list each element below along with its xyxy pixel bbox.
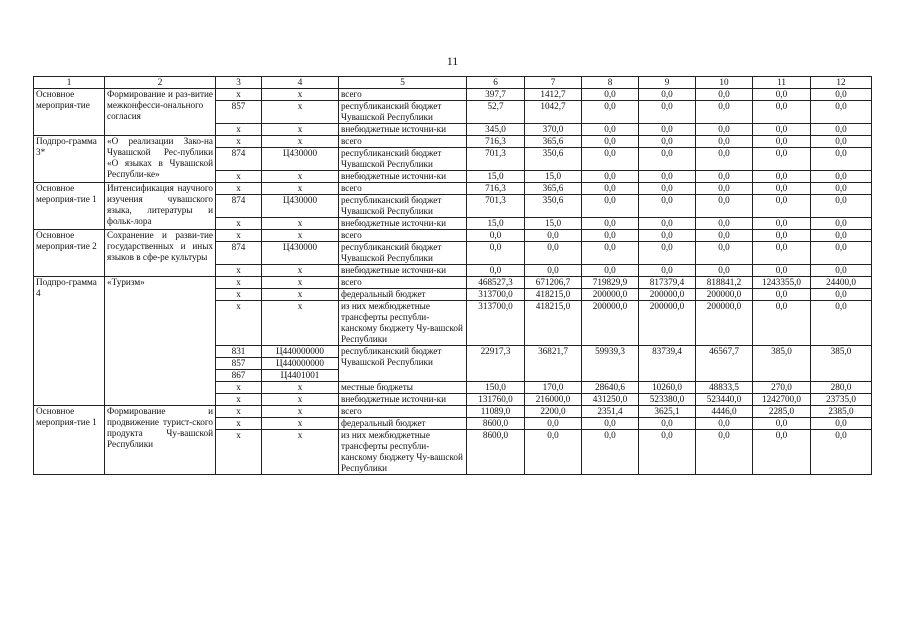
amount-cell: 0,0 bbox=[696, 418, 753, 430]
program-description: Интенсификация научного изучения чувашского языка, литературы и фольк-лора bbox=[105, 183, 216, 230]
ministry-code: 874 bbox=[216, 242, 262, 265]
target-code: Ц430000 bbox=[262, 195, 339, 218]
amount-cell: 0,0 bbox=[696, 101, 753, 124]
amount-cell: 0,0 bbox=[525, 230, 582, 242]
amount-cell: 0,0 bbox=[582, 89, 639, 101]
amount-cell: 0,0 bbox=[639, 124, 696, 136]
amount-cell: 0,0 bbox=[753, 148, 811, 171]
column-header: 6 bbox=[467, 77, 525, 89]
amount-cell: 0,0 bbox=[639, 148, 696, 171]
budget-table bbox=[33, 76, 872, 475]
amount-cell: 0,0 bbox=[811, 136, 872, 148]
amount-cell: 0,0 bbox=[753, 418, 811, 430]
amount-cell: 1042,7 bbox=[525, 101, 582, 124]
amount-cell: 0,0 bbox=[753, 430, 811, 475]
column-header: 5 bbox=[339, 77, 467, 89]
amount-cell: 0,0 bbox=[525, 418, 582, 430]
amount-cell: 0,0 bbox=[811, 183, 872, 195]
amount-cell: 0,0 bbox=[467, 242, 525, 265]
amount-cell: 48833,5 bbox=[696, 382, 753, 394]
amount-cell: 0,0 bbox=[639, 101, 696, 124]
amount-cell: 0,0 bbox=[582, 101, 639, 124]
amount-cell: 0,0 bbox=[696, 195, 753, 218]
funding-source: республиканский бюджет Чувашской Республики bbox=[339, 101, 467, 124]
amount-cell: 0,0 bbox=[639, 230, 696, 242]
funding-source: всего bbox=[339, 89, 467, 101]
amount-cell: 0,0 bbox=[582, 171, 639, 183]
ministry-code: 874 bbox=[216, 148, 262, 171]
amount-cell: 0,0 bbox=[639, 265, 696, 277]
amount-cell: 431250,0 bbox=[582, 394, 639, 406]
amount-cell: 0,0 bbox=[811, 289, 872, 301]
funding-source: внебюджетные источни-ки bbox=[339, 394, 467, 406]
funding-source: республиканский бюджет Чувашской Республики bbox=[339, 195, 467, 218]
amount-cell: 0,0 bbox=[582, 148, 639, 171]
amount-cell: 8600,0 bbox=[467, 418, 525, 430]
funding-source: из них межбюджетные трансферты республи-канскому бюджету Чу-вашской Республики bbox=[339, 430, 467, 475]
amount-cell: 0,0 bbox=[582, 218, 639, 230]
ministry-code: x bbox=[216, 382, 262, 394]
amount-cell: 523440,0 bbox=[696, 394, 753, 406]
amount-cell: 701,3 bbox=[467, 195, 525, 218]
amount-cell: 0,0 bbox=[753, 301, 811, 346]
target-code: x bbox=[262, 171, 339, 183]
amount-cell: 719829,9 bbox=[582, 277, 639, 289]
column-header: 7 bbox=[525, 77, 582, 89]
amount-cell: 0,0 bbox=[696, 230, 753, 242]
funding-source: внебюджетные источни-ки bbox=[339, 124, 467, 136]
target-code: x bbox=[262, 277, 339, 289]
amount-cell: 3625,1 bbox=[639, 406, 696, 418]
amount-cell: 10260,0 bbox=[639, 382, 696, 394]
ministry-code: x bbox=[216, 301, 262, 346]
amount-cell: 385,0 bbox=[811, 346, 872, 382]
program-description: Сохранение и разви-тие государственных и иных языков в сфе-ре культуры bbox=[105, 230, 216, 277]
ministry-code: x bbox=[216, 430, 262, 475]
target-code: Ц4401001 bbox=[262, 370, 339, 382]
amount-cell: 28640,6 bbox=[582, 382, 639, 394]
amount-cell: 0,0 bbox=[639, 418, 696, 430]
column-header: 4 bbox=[262, 77, 339, 89]
ministry-code: x bbox=[216, 265, 262, 277]
program-description: Формирование и раз-витие межконфесси-онального согласия bbox=[105, 89, 216, 136]
table-row bbox=[34, 406, 872, 418]
amount-cell: 200000,0 bbox=[696, 301, 753, 346]
ministry-code: 867 bbox=[216, 370, 262, 382]
amount-cell: 468527,3 bbox=[467, 277, 525, 289]
funding-source: внебюджетные источни-ки bbox=[339, 265, 467, 277]
target-code: x bbox=[262, 230, 339, 242]
funding-source: внебюджетные источни-ки bbox=[339, 171, 467, 183]
column-header: 8 bbox=[582, 77, 639, 89]
amount-cell: 0,0 bbox=[811, 148, 872, 171]
amount-cell: 0,0 bbox=[467, 265, 525, 277]
amount-cell: 0,0 bbox=[525, 265, 582, 277]
funding-source: всего bbox=[339, 277, 467, 289]
amount-cell: 671206,7 bbox=[525, 277, 582, 289]
amount-cell: 2285,0 bbox=[753, 406, 811, 418]
amount-cell: 0,0 bbox=[696, 265, 753, 277]
amount-cell: 418215,0 bbox=[525, 289, 582, 301]
ministry-code: x bbox=[216, 418, 262, 430]
amount-cell: 83739,4 bbox=[639, 346, 696, 382]
ministry-code: x bbox=[216, 277, 262, 289]
amount-cell: 0,0 bbox=[639, 195, 696, 218]
target-code: x bbox=[262, 289, 339, 301]
amount-cell: 345,0 bbox=[467, 124, 525, 136]
amount-cell: 0,0 bbox=[753, 136, 811, 148]
amount-cell: 2200,0 bbox=[525, 406, 582, 418]
funding-source: местные бюджеты bbox=[339, 382, 467, 394]
amount-cell: 0,0 bbox=[753, 242, 811, 265]
amount-cell: 817379,4 bbox=[639, 277, 696, 289]
amount-cell: 0,0 bbox=[696, 124, 753, 136]
column-header: 2 bbox=[105, 77, 216, 89]
amount-cell: 397,7 bbox=[467, 89, 525, 101]
target-code: x bbox=[262, 89, 339, 101]
table-row bbox=[34, 89, 872, 101]
amount-cell: 0,0 bbox=[696, 148, 753, 171]
ministry-code: 857 bbox=[216, 358, 262, 370]
amount-cell: 0,0 bbox=[811, 301, 872, 346]
funding-source: внебюджетные источни-ки bbox=[339, 218, 467, 230]
target-code: x bbox=[262, 265, 339, 277]
amount-cell: 0,0 bbox=[582, 183, 639, 195]
amount-cell: 4446,0 bbox=[696, 406, 753, 418]
column-header: 10 bbox=[696, 77, 753, 89]
amount-cell: 200000,0 bbox=[639, 289, 696, 301]
amount-cell: 15,0 bbox=[467, 218, 525, 230]
program-label: Подпро-грамма 3* bbox=[34, 136, 105, 183]
page-number: 11 bbox=[446, 54, 459, 68]
ministry-code: x bbox=[216, 230, 262, 242]
target-code: Ц430000 bbox=[262, 242, 339, 265]
amount-cell: 22917,3 bbox=[467, 346, 525, 382]
amount-cell: 0,0 bbox=[582, 195, 639, 218]
ministry-code: 857 bbox=[216, 101, 262, 124]
amount-cell: 0,0 bbox=[811, 195, 872, 218]
amount-cell: 0,0 bbox=[811, 242, 872, 265]
ministry-code: x bbox=[216, 183, 262, 195]
header-row bbox=[34, 77, 872, 89]
amount-cell: 0,0 bbox=[696, 218, 753, 230]
amount-cell: 170,0 bbox=[525, 382, 582, 394]
target-code: x bbox=[262, 124, 339, 136]
target-code: x bbox=[262, 406, 339, 418]
amount-cell: 365,6 bbox=[525, 136, 582, 148]
funding-source: республиканский бюджет Чувашской Республики bbox=[339, 242, 467, 265]
program-label: Основное мероприя-тие 2 bbox=[34, 230, 105, 277]
amount-cell: 200000,0 bbox=[582, 289, 639, 301]
amount-cell: 23735,0 bbox=[811, 394, 872, 406]
amount-cell: 0,0 bbox=[811, 265, 872, 277]
amount-cell: 0,0 bbox=[639, 218, 696, 230]
target-code: x bbox=[262, 218, 339, 230]
amount-cell: 0,0 bbox=[582, 242, 639, 265]
table-row bbox=[34, 277, 872, 289]
amount-cell: 280,0 bbox=[811, 382, 872, 394]
funding-source: всего bbox=[339, 230, 467, 242]
target-code: x bbox=[262, 183, 339, 195]
target-code: x bbox=[262, 301, 339, 346]
column-header: 3 bbox=[216, 77, 262, 89]
amount-cell: 701,3 bbox=[467, 148, 525, 171]
target-code: x bbox=[262, 430, 339, 475]
column-header: 12 bbox=[811, 77, 872, 89]
amount-cell: 350,6 bbox=[525, 195, 582, 218]
column-header: 11 bbox=[753, 77, 811, 89]
amount-cell: 1412,7 bbox=[525, 89, 582, 101]
amount-cell: 0,0 bbox=[639, 136, 696, 148]
program-label: Основное мероприя-тие bbox=[34, 89, 105, 136]
target-code: Ц440000000 bbox=[262, 358, 339, 370]
ministry-code: x bbox=[216, 406, 262, 418]
amount-cell: 131760,0 bbox=[467, 394, 525, 406]
amount-cell: 0,0 bbox=[582, 430, 639, 475]
amount-cell: 0,0 bbox=[696, 183, 753, 195]
amount-cell: 0,0 bbox=[639, 242, 696, 265]
ministry-code: x bbox=[216, 289, 262, 301]
amount-cell: 385,0 bbox=[753, 346, 811, 382]
amount-cell: 24400,0 bbox=[811, 277, 872, 289]
funding-source: всего bbox=[339, 406, 467, 418]
amount-cell: 0,0 bbox=[467, 230, 525, 242]
program-description: «О реализации Зако-на Чувашской Рес-публики «О языках в Чувашской Республи-ке» bbox=[105, 136, 216, 183]
ministry-code: x bbox=[216, 89, 262, 101]
amount-cell: 365,6 bbox=[525, 183, 582, 195]
funding-source: федеральный бюджет bbox=[339, 418, 467, 430]
program-label: Основное мероприя-тие 1 bbox=[34, 406, 105, 475]
target-code: Ц430000 bbox=[262, 148, 339, 171]
amount-cell: 0,0 bbox=[753, 289, 811, 301]
target-code: x bbox=[262, 382, 339, 394]
amount-cell: 150,0 bbox=[467, 382, 525, 394]
amount-cell: 0,0 bbox=[753, 183, 811, 195]
amount-cell: 0,0 bbox=[753, 171, 811, 183]
ministry-code: x bbox=[216, 124, 262, 136]
amount-cell: 270,0 bbox=[753, 382, 811, 394]
amount-cell: 8600,0 bbox=[467, 430, 525, 475]
ministry-code: x bbox=[216, 394, 262, 406]
amount-cell: 0,0 bbox=[811, 418, 872, 430]
funding-source: всего bbox=[339, 183, 467, 195]
column-header: 1 bbox=[34, 77, 105, 89]
amount-cell: 350,6 bbox=[525, 148, 582, 171]
amount-cell: 0,0 bbox=[811, 218, 872, 230]
amount-cell: 200000,0 bbox=[582, 301, 639, 346]
amount-cell: 0,0 bbox=[753, 230, 811, 242]
amount-cell: 36821,7 bbox=[525, 346, 582, 382]
amount-cell: 200000,0 bbox=[639, 301, 696, 346]
amount-cell: 716,3 bbox=[467, 136, 525, 148]
amount-cell: 1242700,0 bbox=[753, 394, 811, 406]
target-code: x bbox=[262, 136, 339, 148]
ministry-code: 874 bbox=[216, 195, 262, 218]
amount-cell: 0,0 bbox=[582, 124, 639, 136]
program-description: «Туризм» bbox=[105, 277, 216, 406]
amount-cell: 15,0 bbox=[525, 218, 582, 230]
amount-cell: 1243355,0 bbox=[753, 277, 811, 289]
amount-cell: 15,0 bbox=[467, 171, 525, 183]
amount-cell: 59939,3 bbox=[582, 346, 639, 382]
target-code: x bbox=[262, 418, 339, 430]
amount-cell: 0,0 bbox=[525, 430, 582, 475]
amount-cell: 0,0 bbox=[525, 242, 582, 265]
amount-cell: 52,7 bbox=[467, 101, 525, 124]
amount-cell: 0,0 bbox=[753, 265, 811, 277]
amount-cell: 0,0 bbox=[639, 89, 696, 101]
amount-cell: 0,0 bbox=[811, 124, 872, 136]
amount-cell: 0,0 bbox=[582, 136, 639, 148]
amount-cell: 200000,0 bbox=[696, 289, 753, 301]
amount-cell: 0,0 bbox=[696, 89, 753, 101]
program-description: Формирование и продвижение турист-ского продукта Чу-вашской Республики bbox=[105, 406, 216, 475]
amount-cell: 0,0 bbox=[582, 418, 639, 430]
table-row bbox=[34, 183, 872, 195]
amount-cell: 0,0 bbox=[696, 136, 753, 148]
funding-source: федеральный бюджет bbox=[339, 289, 467, 301]
amount-cell: 0,0 bbox=[811, 171, 872, 183]
amount-cell: 0,0 bbox=[639, 183, 696, 195]
amount-cell: 716,3 bbox=[467, 183, 525, 195]
amount-cell: 370,0 bbox=[525, 124, 582, 136]
amount-cell: 313700,0 bbox=[467, 289, 525, 301]
amount-cell: 0,0 bbox=[639, 430, 696, 475]
funding-source: республиканский бюджет Чувашской Республики bbox=[339, 148, 467, 171]
amount-cell: 0,0 bbox=[811, 89, 872, 101]
target-code: x bbox=[262, 101, 339, 124]
amount-cell: 0,0 bbox=[811, 230, 872, 242]
amount-cell: 216000,0 bbox=[525, 394, 582, 406]
amount-cell: 0,0 bbox=[753, 124, 811, 136]
amount-cell: 0,0 bbox=[639, 171, 696, 183]
funding-source: всего bbox=[339, 136, 467, 148]
amount-cell: 0,0 bbox=[696, 171, 753, 183]
amount-cell: 0,0 bbox=[753, 218, 811, 230]
amount-cell: 818841,2 bbox=[696, 277, 753, 289]
amount-cell: 15,0 bbox=[525, 171, 582, 183]
amount-cell: 313700,0 bbox=[467, 301, 525, 346]
ministry-code: x bbox=[216, 171, 262, 183]
funding-source: из них межбюджетные трансферты республи-канскому бюджету Чу-вашской Республики bbox=[339, 301, 467, 346]
amount-cell: 523380,0 bbox=[639, 394, 696, 406]
amount-cell: 0,0 bbox=[753, 195, 811, 218]
amount-cell: 11089,0 bbox=[467, 406, 525, 418]
table-row bbox=[34, 136, 872, 148]
amount-cell: 2385,0 bbox=[811, 406, 872, 418]
ministry-code: x bbox=[216, 218, 262, 230]
amount-cell: 0,0 bbox=[582, 230, 639, 242]
program-label: Подпро-грамма 4 bbox=[34, 277, 105, 406]
program-label: Основное мероприя-тие 1 bbox=[34, 183, 105, 230]
amount-cell: 0,0 bbox=[811, 430, 872, 475]
target-code: Ц440000000 bbox=[262, 346, 339, 358]
amount-cell: 0,0 bbox=[811, 101, 872, 124]
ministry-code: x bbox=[216, 136, 262, 148]
amount-cell: 0,0 bbox=[753, 101, 811, 124]
amount-cell: 0,0 bbox=[582, 265, 639, 277]
table-row bbox=[34, 230, 872, 242]
funding-source: республиканский бюджет Чувашской Республики bbox=[339, 346, 467, 382]
amount-cell: 2351,4 bbox=[582, 406, 639, 418]
target-code: x bbox=[262, 394, 339, 406]
amount-cell: 0,0 bbox=[696, 242, 753, 265]
amount-cell: 46567,7 bbox=[696, 346, 753, 382]
amount-cell: 0,0 bbox=[753, 89, 811, 101]
ministry-code: 831 bbox=[216, 346, 262, 358]
column-header: 9 bbox=[639, 77, 696, 89]
amount-cell: 418215,0 bbox=[525, 301, 582, 346]
amount-cell: 0,0 bbox=[696, 430, 753, 475]
